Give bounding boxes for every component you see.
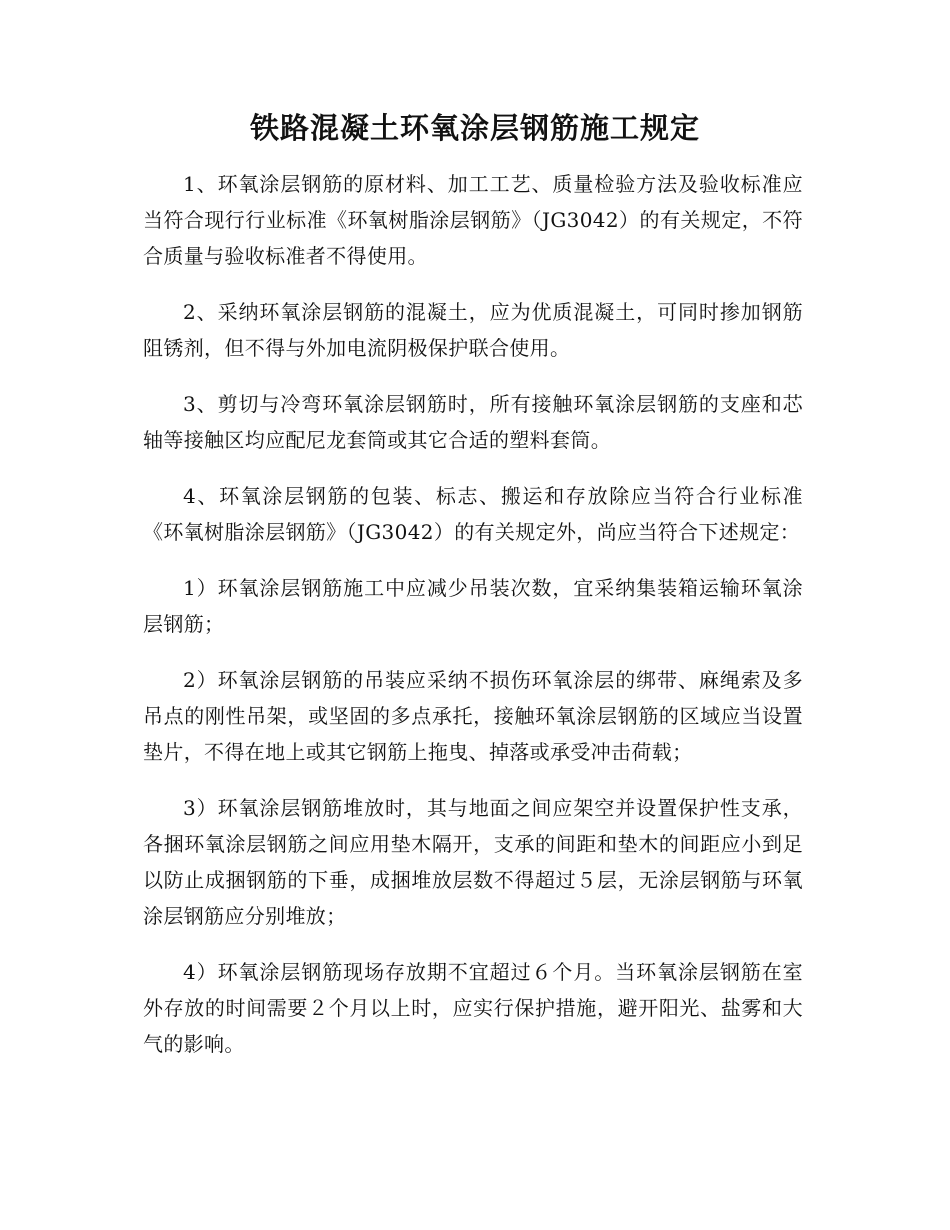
subitem-4: 4）环氧涂层钢筋现场存放期不宜超过６个月。当环氧涂层钢筋在室外存放的时间需要２个月以上时，应实行保护措施，避开阳光、盐雾和大气的影响。	[143, 960, 803, 1056]
paragraph-1: 1、环氧涂层钢筋的原材料、加工工艺、质量检验方法及验收标准应当符合现行行业标准《环氧树脂涂层钢筋》（JG3042）的有关规定，不符合质量与验收标准者不得使用。	[143, 172, 803, 268]
paragraph-4: 4、环氧涂层钢筋的包装、标志、搬运和存放除应当符合行业标准《环氧树脂涂层钢筋》（JG3042）的有关规定外，尚应当符合下述规定：	[143, 484, 803, 544]
paragraph-3: 3、剪切与冷弯环氧涂层钢筋时，所有接触环氧涂层钢筋的支座和芯轴等接触区均应配尼龙套筒或其它合适的塑料套筒。	[143, 392, 803, 452]
document-body	[143, 166, 803, 1082]
document-title: 铁路混凝土环氧涂层钢筋施工规定	[249, 111, 700, 145]
paragraph-2: 2、采纳环氧涂层钢筋的混凝土，应为优质混凝土，可同时掺加钢筋阻锈剂，但不得与外加电流阴极保护联合使用。	[143, 300, 803, 360]
subitem-2: 2）环氧涂层钢筋的吊装应采纳不损伤环氧涂层的绑带、麻绳索及多吊点的刚性吊架，或坚固的多点承托，接触环氧涂层钢筋的区域应当设置垫片，不得在地上或其它钢筋上拖曳、掉落或承受冲击荷载；	[143, 668, 803, 764]
subitem-1: 1）环氧涂层钢筋施工中应减少吊装次数，宜采纳集装箱运输环氧涂层钢筋；	[143, 576, 803, 636]
subitem-3: 3）环氧涂层钢筋堆放时，其与地面之间应架空并设置保护性支承，各捆环氧涂层钢筋之间应用垫木隔开，支承的间距和垫木的间距应小到足以防止成捆钢筋的下垂，成捆堆放层数不得超过５层，无涂层钢筋与环氧涂层钢筋应分别堆放；	[143, 796, 803, 928]
